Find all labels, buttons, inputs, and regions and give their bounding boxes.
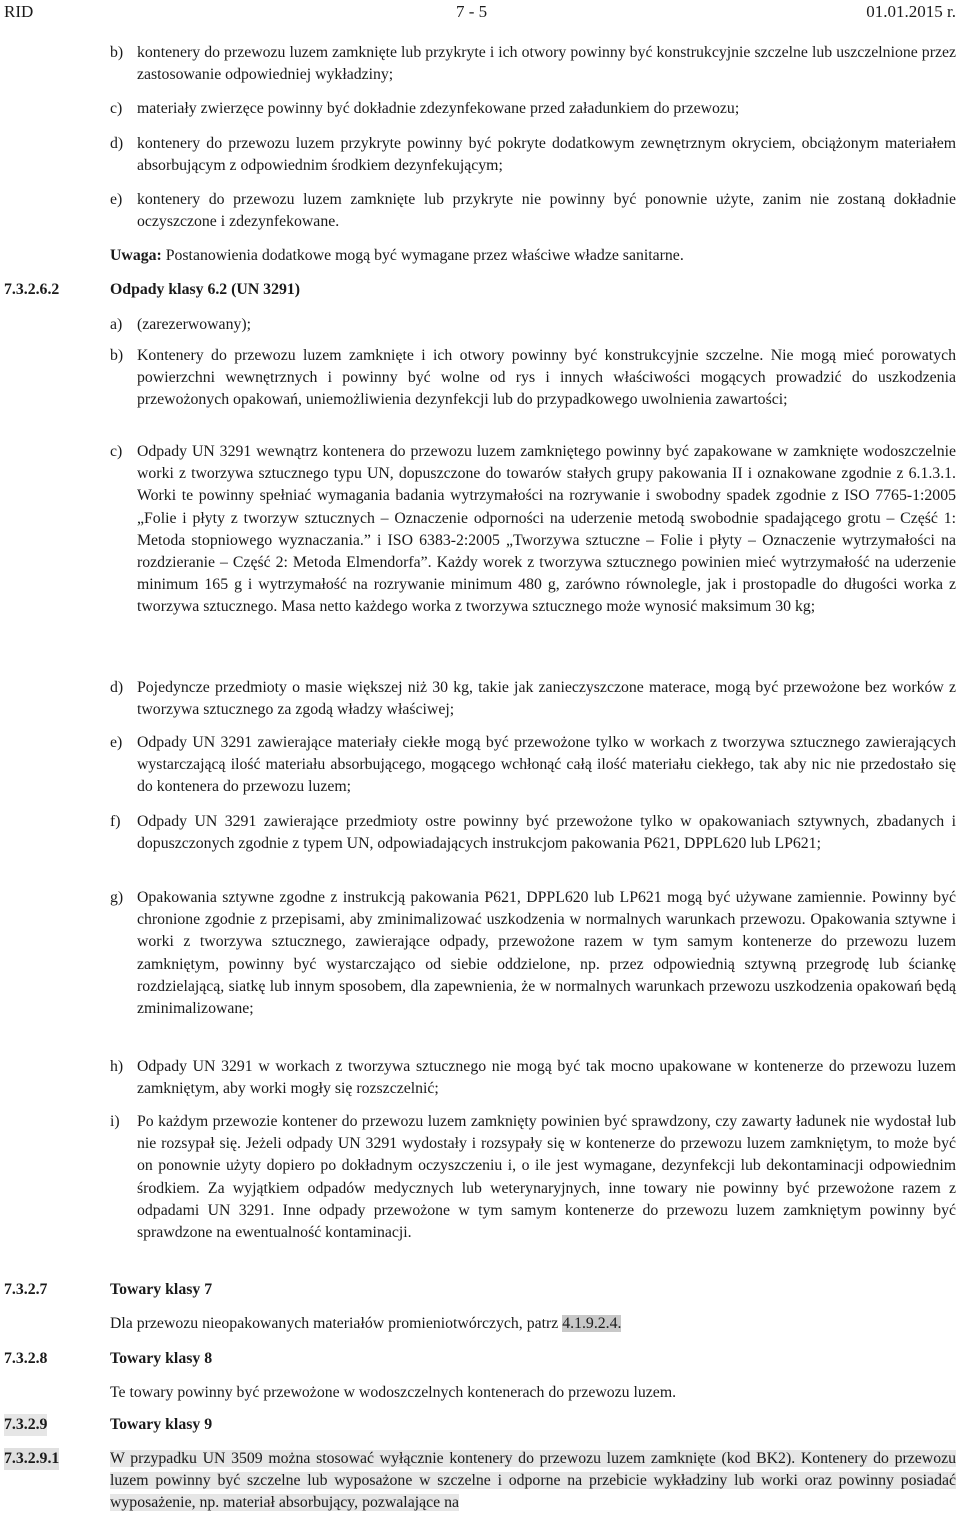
section-7-body: Dla przewozu nieopakowanych materiałów promieniotwórczych, patrz xyxy=(110,1315,563,1332)
header-page-number: 7 - 5 xyxy=(456,2,488,21)
header-date: 01.01.2015 r. xyxy=(866,2,956,21)
item-label: e) xyxy=(110,734,123,751)
section-number: 7.3.2.6.2 xyxy=(4,281,60,298)
item-label: b) xyxy=(110,44,124,61)
item-text: Opakowania sztywne zgodne z instrukcją pakowania P621, DPPL620 lub LP621 mogą być używane zamiennie. Powinny być chronione zgodnie z przepisami, aby zminimalizować uszkodzenia w normalnych warunkach przewozu. Opakowania sztywne i worki z tworzywa sztucznego, zawierające odpady, przewożone razem w tym samym kontenerze do przewozu luzem zamkniętym, powinny być wystarczająco od siebie oddzielone, np. przez odpowiednią sztywną przegrodę lub ściankę rozdzielającą, siatkę lub innym sposobem, dla zapewnienia, że w normalnych warunkach przewozu uszkodzenia opakowań będą zminimalizowane; xyxy=(137,889,956,1018)
item-text: Odpady UN 3291 zawierające materiały ciekłe mogą być przewożone tylko w workach z tworzywa sztucznego zawierających wystarczającą ilość materiału absorbującego, mogącego wchłonąć całą ilość materiału ciekłego, tak aby nic nie przedostało się do kontenera do przewozu luzem; xyxy=(137,734,956,796)
section-9-1-body: W przypadku UN 3509 można stosować wyłącznie kontenery do przewozu luzem zamknięte (kod BK2). Kontenery do przewozu luzem powinny być szczelne lub wyposażone w szczelne i odporne na przebicie wykładziny lub worki oraz powinny posiadać wyposażenie, np. materiał absorbujący, pozwalające na xyxy=(110,1450,956,1512)
list-item-b xyxy=(110,345,956,412)
item-text: (zarezerwowany); xyxy=(137,316,252,333)
section-number: 7.3.2.8 xyxy=(4,1350,48,1367)
item-label: f) xyxy=(110,813,121,830)
section-7-3-2-9 xyxy=(4,1414,213,1436)
item-label: g) xyxy=(110,889,124,906)
item-label: e) xyxy=(110,191,123,208)
header-rid: RID xyxy=(4,2,34,21)
section-8-text: Te towary powinny być przewożone w wodoszczelnych kontenerach do przewozu luzem. xyxy=(110,1384,677,1401)
item-label: h) xyxy=(110,1058,124,1075)
section-7-3-2-9-1 xyxy=(4,1448,59,1470)
section-7-3-2-8 xyxy=(4,1348,213,1370)
item-text: Odpady UN 3291 wewnątrz kontenera do przewozu luzem zamkniętego powinny być zapakowane w zamknięte wodoszczelnie worki z tworzywa sztucznego typu UN, dopuszczone do towarów stałych grupy pakowania II i oznakowane zgodnie z 6.1.3.1. Worki te powinny spełniać wymagania badania wytrzymałości na rozrywanie i swobodny spadek zgodnie z ISO 7765-1:2005 „Folie i płyty z tworzyw sztucznych – Oznaczenie odporności na uderzenie metodą swobodnie spadającego grotu – Część 1: Metoda stopniowego wyznaczania.” i ISO 6383-2:2005 „Tworzywa sztuczne – Folie i płyty – Oznaczenie wytrzymałości na rozdzieranie – Część 2: Metoda Elmendorfa”. Każdy worek z tworzywa sztucznego powinien mieć wytrzymałość na uderzenie minimum 165 g i wytrzymałość na rozrywanie minimum 480 g, zarówno równolegle, jak i prostopadle do długości worka z tworzywa sztucznego. Masa netto każdego worka z tworzywa sztucznego może wynosić maksimum 30 kg; xyxy=(137,443,956,616)
note-text: Postanowienia dodatkowe mogą być wymagane przez właściwe władze sanitarne. xyxy=(161,247,684,264)
note-label: Uwaga: xyxy=(110,247,162,264)
section-9-1-text xyxy=(110,1448,956,1515)
note xyxy=(110,245,956,267)
item-text: materiały zwierzęce powinny być dokładnie zdezynfekowane przed załadunkiem do przewozu; xyxy=(137,100,740,117)
list-item-e xyxy=(110,732,956,799)
cross-reference-link[interactable]: 4.1.9.2.4. xyxy=(562,1315,622,1332)
section-7-3-2-7 xyxy=(4,1279,213,1301)
section-7-text xyxy=(110,1313,956,1335)
item-text: Odpady UN 3291 w workach z tworzywa sztucznego nie mogą być tak mocno upakowane w kontenerze do przewozu luzem zamkniętym, aby worki mogły się rozszczelnić; xyxy=(137,1058,956,1098)
section-7-3-2-6-2 xyxy=(4,279,301,301)
item-label: i) xyxy=(110,1113,120,1130)
list-item-f xyxy=(110,811,956,855)
item-label: d) xyxy=(110,679,124,696)
section-title: Odpady klasy 6.2 (UN 3291) xyxy=(110,281,301,298)
list-item-d xyxy=(110,677,956,721)
section-title: Towary klasy 7 xyxy=(110,1281,213,1298)
item-text: Kontenery do przewozu luzem zamknięte i ich otwory powinny być konstrukcyjnie szczelne. Nie mogą mieć porowatych powierzchni wewnętrznych i powinny być wolne od rys i innych właściwości mogących prowadzić do uszkodzenia przewożonych opakowań, uniemożliwienia dezynfekcji lub do przypadkowego uwolnienia zawartości; xyxy=(137,347,956,409)
list-item-i xyxy=(110,1111,956,1244)
item-label: d) xyxy=(110,135,124,152)
item-text: Po każdym przewozie kontener do przewozu luzem zamknięty powinien być sprawdzony, czy zawarty ładunek nie wydostał lub nie rozsypał się. Jeżeli odpady UN 3291 wydostały i rozsypały się w kontenerze do przewozu luzem zamkniętym, to może być on ponownie użyty dopiero po dokładnym oczyszczeniu i, o ile jest wymagane, dezynfekcji lub dekontaminacji odpowiednim środkiem. Za wyjątkiem odpadów medycznych lub weterynaryjnych, inne towary nie powinny być przewożone razem z odpadami UN 3291. Inne odpady przewożone w tym samym kontenerze do przewozu luzem zamkniętym powinny być sprawdzone na ewentualność kontaminacji. xyxy=(137,1113,956,1242)
item-text: Pojedyncze przedmioty o masie większej niż 30 kg, takie jak zanieczyszczone materace, mogą być przewożone bez worków z tworzywa sztucznego za zgodą władzy właściwej; xyxy=(137,679,956,719)
item-text: kontenery do przewozu luzem zamknięte lub przykryte i ich otwory powinny być konstrukcyjnie szczelne lub uszczelnione przez zastosowanie odpowiedniej wykładziny; xyxy=(137,44,956,84)
section-title: Towary klasy 8 xyxy=(110,1350,213,1367)
item-text: kontenery do przewozu luzem przykryte powinny być pokryte dodatkowym zewnętrznym okryciem, obciążonym materiałem absorbującym z odpowiednim środkiem dezynfekującym; xyxy=(137,135,956,175)
section-title: Towary klasy 9 xyxy=(110,1416,213,1433)
section-number: 7.3.2.9.1 xyxy=(4,1448,59,1470)
list-item-c xyxy=(110,441,956,619)
item-label: c) xyxy=(110,443,123,460)
list-item-a xyxy=(110,314,956,336)
list-item-d-top xyxy=(110,133,956,177)
item-text: kontenery do przewozu luzem zamknięte lub przykryte nie powinny być ponownie użyte, zanim nie zostaną dokładnie oczyszczone i zdezynfekowane. xyxy=(137,191,956,231)
list-item-c-top xyxy=(110,98,956,120)
list-item-b-top xyxy=(110,42,956,86)
section-number: 7.3.2.9 xyxy=(4,1414,47,1436)
list-item-h xyxy=(110,1056,956,1100)
list-item-g xyxy=(110,887,956,1020)
item-label: b) xyxy=(110,347,124,364)
item-label: c) xyxy=(110,100,123,117)
item-text: Odpady UN 3291 zawierające przedmioty ostre powinny być przewożone tylko w opakowaniach sztywnych, zbadanych i dopuszczonych zgodnie z typem UN, odpowiadających instrukcjom pakowania P621, DPPL620 lub LP621; xyxy=(137,813,956,853)
list-item-e-top xyxy=(110,189,956,233)
section-number: 7.3.2.7 xyxy=(4,1281,48,1298)
item-label: a) xyxy=(110,316,123,333)
